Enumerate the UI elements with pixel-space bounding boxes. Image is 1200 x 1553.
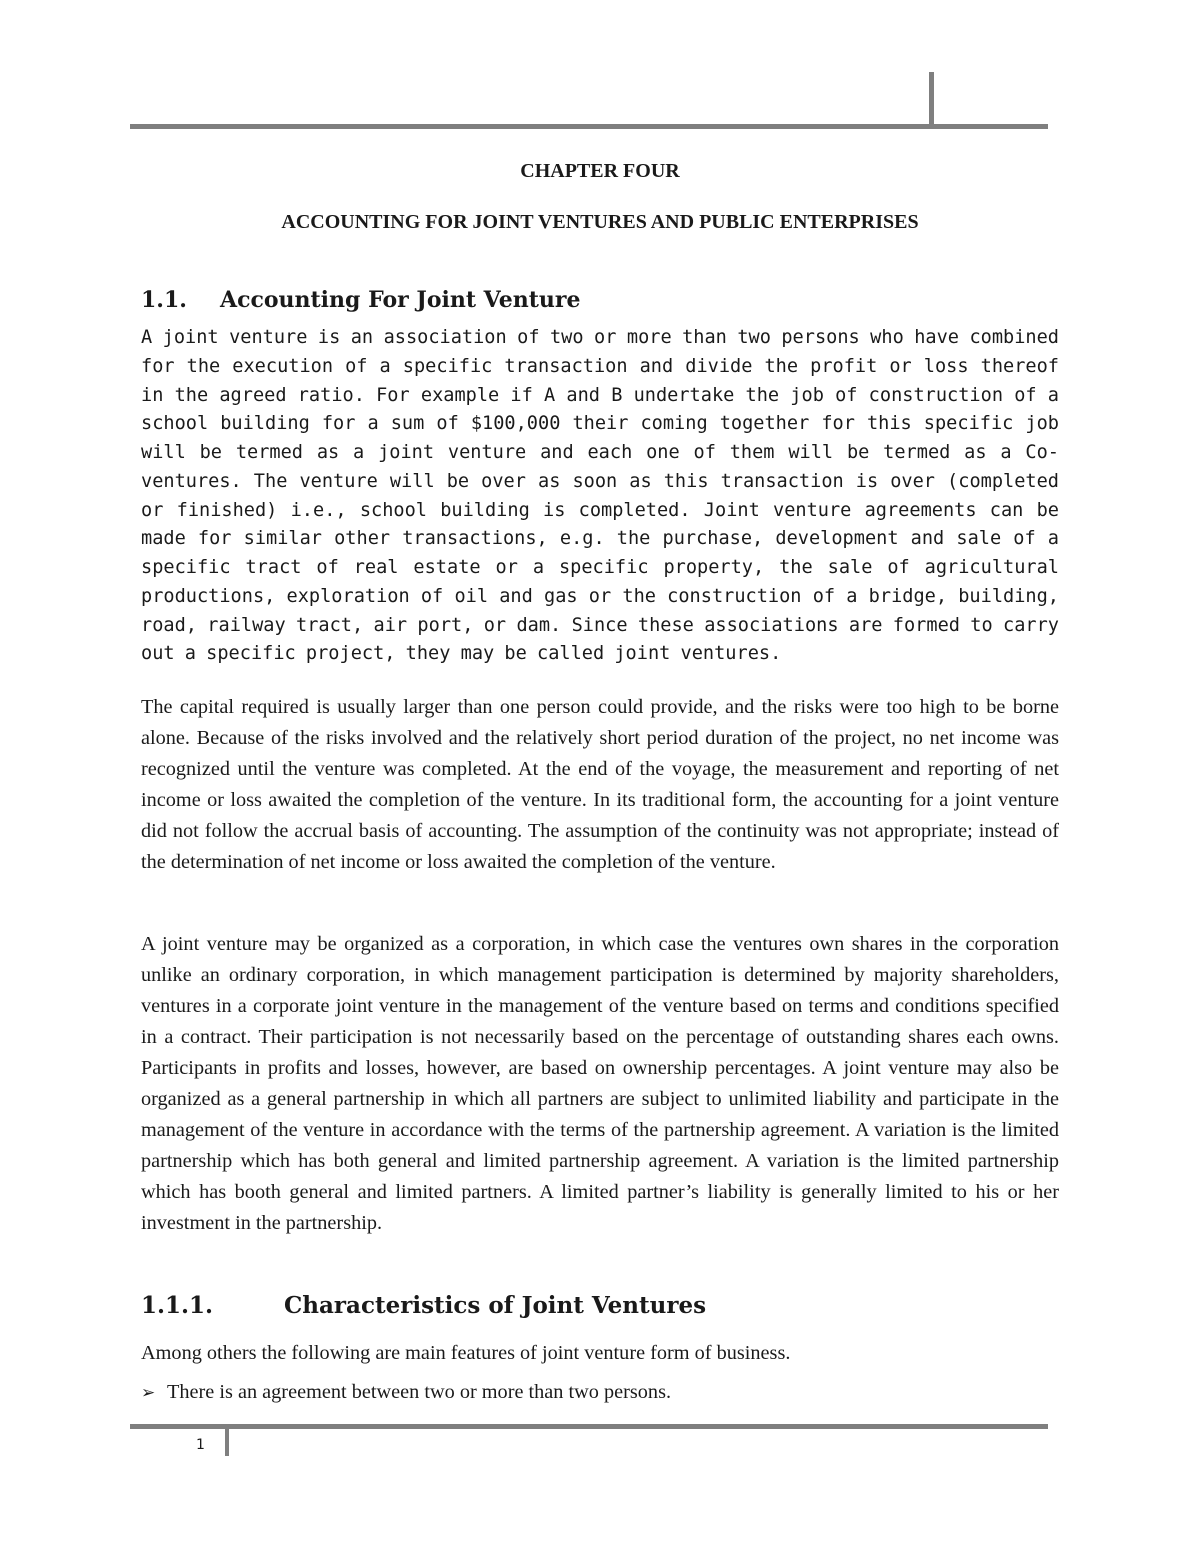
- paragraph-features-intro: Among others the following are main features of joint venture form of business.: [141, 1342, 791, 1364]
- paragraph-capital: The capital required is usually larger than one person could provide, and the risks were too high to be borne alone. Because of the risks involved and the relatively short period duration of the project, no net income was recognized until the venture was completed. At the end of the voyage, the measurement and reporting of net income or loss awaited the completion of the venture. In its traditional form, the accounting for a joint venture did not follow the accrual basis of accounting. The assumption of the continuity was not appropriate; instead of the determination of net income or loss awaited the completion of the venture.: [141, 696, 1059, 873]
- paragraph-joint-venture-definition: A joint venture is an association of two or more than two persons who have combined for the execution of a specific transaction and divide the profit or loss thereof in the agreed ratio. For example if A and B undertake the job of construction of a school building for a sum of $100,000 their coming together for this specific job will be termed as a joint venture and each one of them will be termed as a Co-ventures. The venture will be over as soon as this transaction is over (completed or finished) i.e., school building is completed. Joint venture agreements can be made for similar other transactions, e.g. the purchase, development and sale of a specific tract of real estate or a specific property, the sale of agricultural productions, exploration of oil and gas or the construction of a bridge, building, road, railway tract, air port, or dam. Since these associations are formed to carry out a specific project, they may be called joint ventures.: [141, 327, 1059, 665]
- section-number: 1.1.1.: [141, 1292, 214, 1319]
- paragraph-organization: A joint venture may be organized as a corporation, in which case the ventures own shares in the corporation unlike an ordinary corporation, in which management participation is determined by majority shareholders, ventures in a corporate joint venture in the management of the venture based on terms and conditions specified in a contract. Their participation is not necessarily based on the percentage of outstanding shares each owns. Participants in profits and losses, however, are based on ownership percentages. A joint venture may also be organized as a general partnership in which all partners are subject to unlimited liability and participate in the management of the venture in accordance with the terms of the partnership agreement. A variation is the limited partnership which has both general and limited partnership agreement. A variation is the limited partnership which has booth general and limited partners. A limited partner’s liability is generally limited to his or her investment in the partnership.: [141, 933, 1059, 1234]
- chapter-subtitle: ACCOUNTING FOR JOINT VENTURES AND PUBLIC ENTERPRISES: [281, 211, 919, 233]
- list-item: [141, 1377, 671, 1409]
- arrow-bullet-icon: ➢: [141, 1383, 156, 1403]
- footer-rule: [130, 1424, 1048, 1429]
- section-heading-1-1: [141, 287, 580, 313]
- header-tick: [929, 72, 934, 128]
- section-title: Accounting For Joint Venture: [220, 287, 581, 313]
- chapter-title: CHAPTER FOUR: [520, 160, 680, 182]
- section-title: Characteristics of Joint Ventures: [284, 1292, 707, 1319]
- section-heading-1-1-1: [141, 1292, 706, 1319]
- header-rule: [130, 124, 1048, 129]
- section-number: 1.1.: [141, 287, 187, 313]
- page-number: 1: [196, 1437, 205, 1453]
- list-item-text: There is an agreement between two or more than two persons.: [167, 1381, 672, 1403]
- footer-tick: [225, 1428, 229, 1456]
